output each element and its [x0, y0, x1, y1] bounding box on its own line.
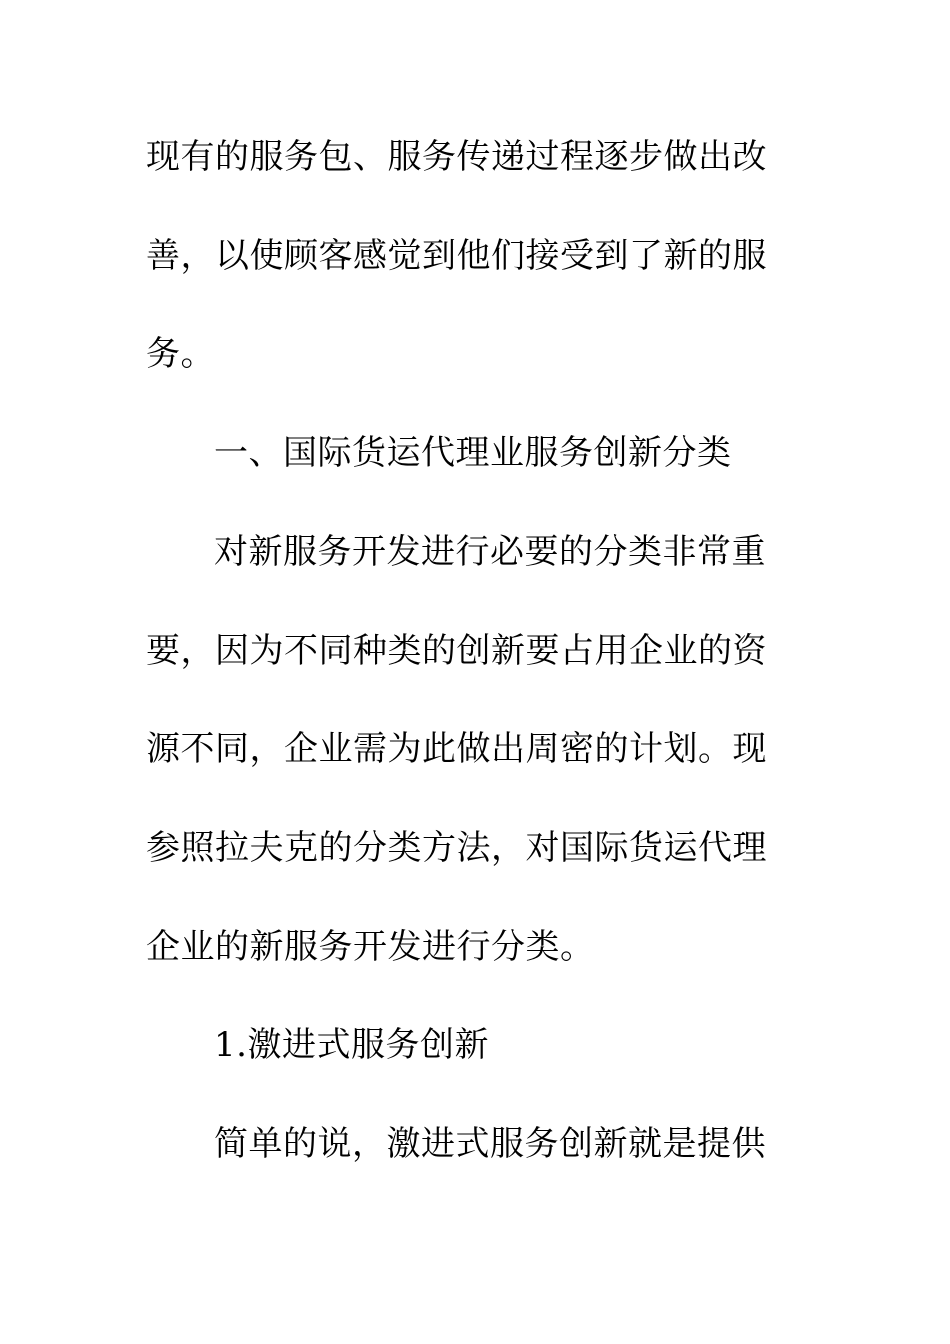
paragraph-classification: 对新服务开发进行必要的分类非常重要，因为不同种类的创新要占用企业的资源不同，企业需为此做出周密的计划。现参照拉夫克的分类方法，对国际货运代理企业的新服务开发进行分类。 [146, 531, 767, 967]
document-body [146, 108, 786, 1194]
subsection-heading: 1.激进式服务创新 [214, 1025, 489, 1066]
paragraph-continuation: 现有的服务包、服务传递过程逐步做出改善，以使顾客感觉到他们接受到了新的服务。 [146, 137, 767, 375]
section-heading: 一、国际货运代理业服务创新分类 [214, 433, 732, 474]
paragraph-radical-innovation: 简单的说，激进式服务创新就是提供 [214, 1124, 766, 1165]
